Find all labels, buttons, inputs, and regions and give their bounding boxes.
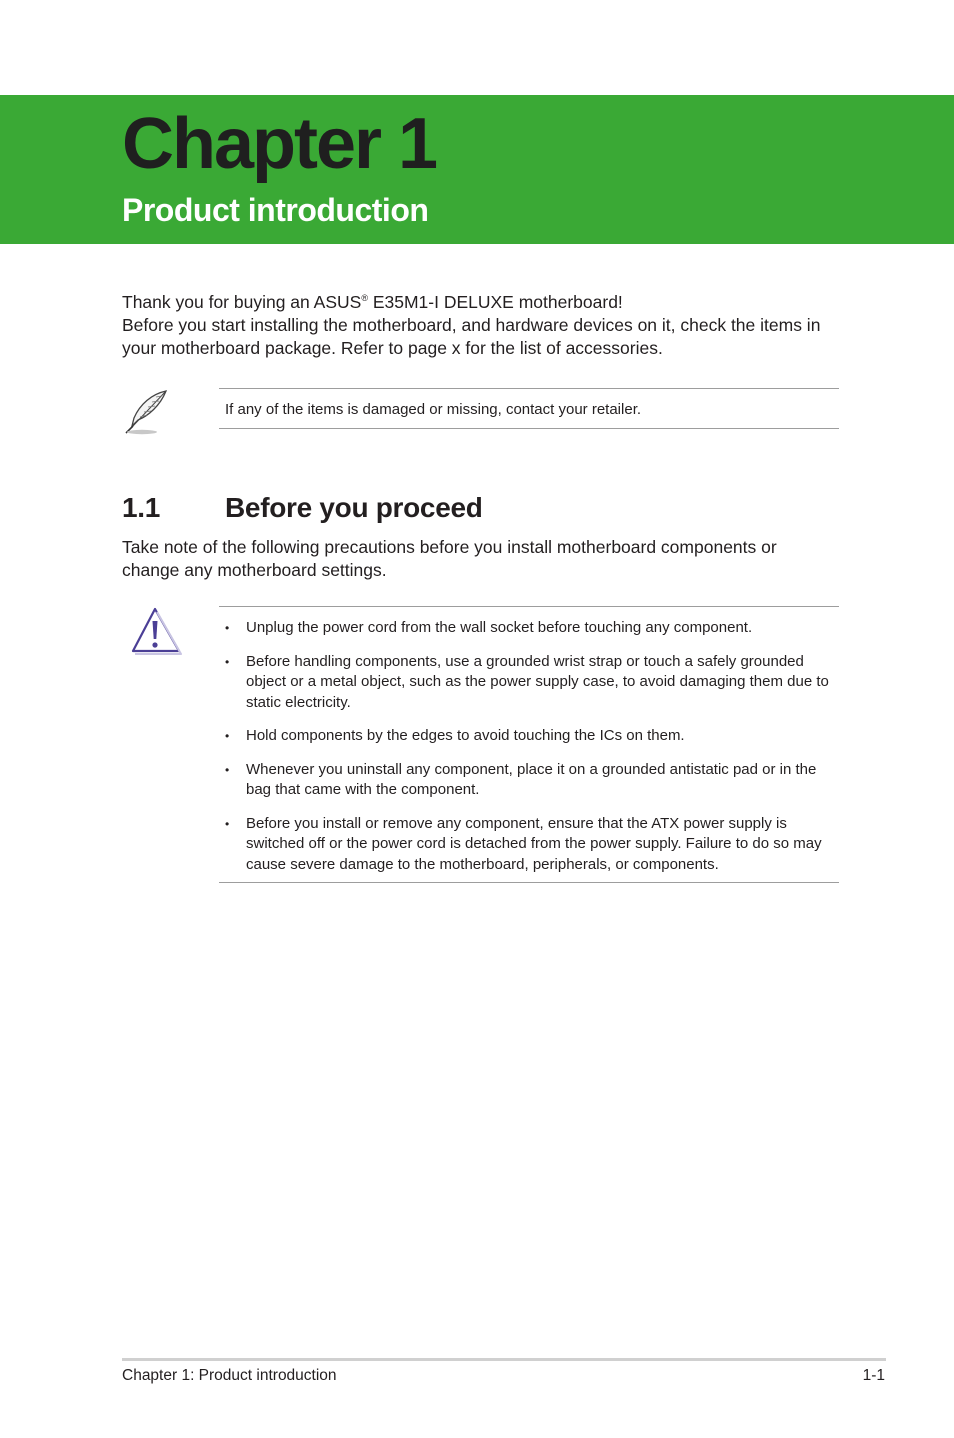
bullet-icon: • (225, 654, 230, 669)
chapter-subtitle: Product introduction (122, 192, 429, 228)
section-heading (122, 490, 483, 526)
intro-line-2: Before you start installing the motherboard, and hardware devices on it, check the items in your motherboard package. Refer to page x for the list of accessories. (122, 315, 821, 358)
note-text: If any of the items is damaged or missing, contact your retailer. (225, 401, 642, 418)
bullet-icon: • (225, 621, 230, 635)
section-intro: Take note of the following precautions before you install motherboard components or change any motherboard settings. (122, 537, 777, 580)
intro-line-1-suffix: E35M1-I DELUXE motherboard! (367, 292, 623, 312)
bullet-icon: • (225, 762, 230, 777)
chapter-title: Chapter 1 (122, 104, 437, 184)
bullet-icon: • (225, 729, 230, 743)
section-title: Before you proceed (225, 492, 483, 523)
caution-item (219, 760, 839, 801)
quill-pen-icon (122, 388, 170, 436)
caution-item (219, 618, 839, 639)
warning-triangle-icon (130, 606, 182, 656)
page-number: 1-1 (862, 1367, 885, 1384)
caution-item (219, 652, 839, 714)
caution-item-text: Whenever you uninstall any component, place it on a grounded antistatic pad or in the bag that came with the component. (246, 760, 817, 798)
registered-mark: ® (361, 293, 368, 303)
note-box (219, 388, 839, 429)
caution-item-text: Before handling components, use a grounded wrist strap or touch a safely grounded object or a metal object, such as the power supply case, to avoid damaging them due to static electricity. (246, 652, 829, 711)
caution-item-text: Hold components by the edges to avoid touching the ICs on them. (246, 727, 685, 744)
caution-list (219, 618, 839, 875)
section-number: 1.1 (122, 492, 161, 523)
caution-box (219, 606, 839, 883)
caution-item-text: Unplug the power cord from the wall socket before touching any component. (246, 619, 753, 636)
intro-line-1-prefix: Thank you for buying an ASUS (122, 292, 362, 312)
footer-divider (122, 1358, 886, 1361)
caution-item (219, 814, 839, 876)
bullet-icon: • (225, 816, 230, 831)
caution-item-text: Before you install or remove any component, ensure that the ATX power supply is switched off or the power cord is detached from the power supply. Failure to do so may cause severe damage to the motherboard, peripherals, or components. (246, 814, 822, 873)
footer-chapter-label: Chapter 1: Product introduction (122, 1367, 337, 1384)
intro-line-1 (122, 287, 838, 314)
caution-item (219, 726, 839, 747)
